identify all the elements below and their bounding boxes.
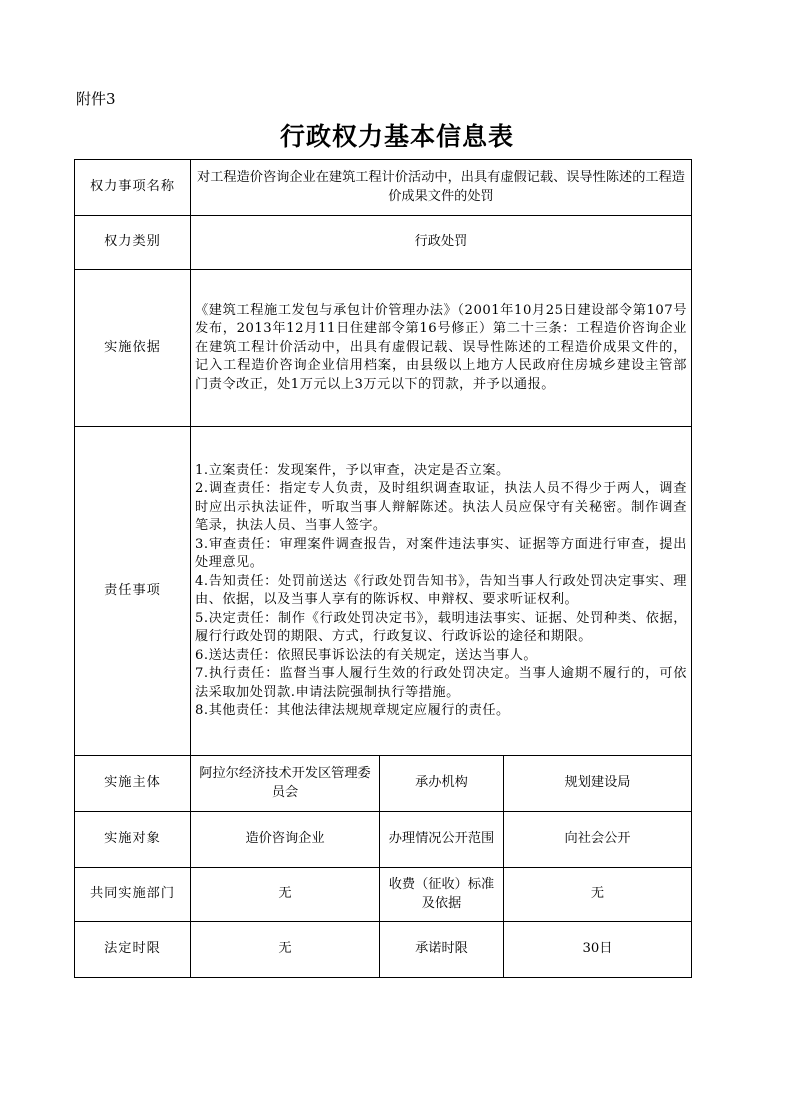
duty-item: 1.立案责任：发现案件，予以审查，决定是否立案。 — [195, 462, 510, 478]
name-value: 对工程造价咨询企业在建筑工程计价活动中，出具有虚假记载、误导性陈述的工程造价成果文件的处罚 — [191, 160, 692, 216]
row-duties — [75, 427, 692, 756]
category-value: 行政处罚 — [191, 216, 692, 270]
duties-list — [191, 427, 692, 756]
subject-value: 阿拉尔经济技术开发区管理委员会 — [191, 756, 380, 812]
row-category — [75, 216, 692, 270]
name-label: 权力事项名称 — [75, 160, 191, 216]
info-table — [74, 159, 692, 978]
attachment-label: 附件3 — [76, 90, 116, 108]
row-basis — [75, 270, 692, 427]
fee-value: 无 — [504, 868, 692, 922]
duty-item: 7.执行责任：监督当事人履行生效的行政处罚决定。当事人逾期不履行的，可依法采取加处罚款.申请法院强制执行等措施。 — [195, 666, 687, 700]
duty-item: 6.送达责任：依照民事诉讼法的有关规定，送达当事人。 — [195, 647, 538, 663]
row-joint — [75, 868, 692, 922]
row-name — [75, 160, 692, 216]
limit-label: 法定时限 — [75, 922, 191, 978]
subject-label: 实施主体 — [75, 756, 191, 812]
promise-value: 30日 — [504, 922, 692, 978]
duty-item: 5.决定责任：制作《行政处罚决定书》，载明违法事实、证据、处罚种类、依据，履行行政处罚的期限、方式，行政复议、行政诉讼的途径和期限。 — [195, 610, 687, 644]
disclosure-value: 向社会公开 — [504, 812, 692, 868]
joint-value: 无 — [191, 868, 380, 922]
duties-label: 责任事项 — [75, 427, 191, 756]
organizer-label: 承办机构 — [380, 756, 504, 812]
joint-label: 共同实施部门 — [75, 868, 191, 922]
duty-item: 2.调查责任：指定专人负责，及时组织调查取证，执法人员不得少于两人，调查时应出示执法证件，听取当事人辩解陈述。执法人员应保守有关秘密。制作调查笔录，执法人员、当事人签字。 — [195, 481, 687, 533]
duty-item: 3.审查责任：审理案件调查报告，对案件违法事实、证据等方面进行审查，提出处理意见。 — [195, 536, 687, 570]
organizer-value: 规划建设局 — [504, 756, 692, 812]
row-subject — [75, 756, 692, 812]
target-label: 实施对象 — [75, 812, 191, 868]
duty-item: 4.告知责任：处罚前送达《行政处罚告知书》，告知当事人行政处罚决定事实、理由、依据，以及当事人享有的陈诉权、申辩权、要求听证权利。 — [195, 573, 687, 607]
basis-label: 实施依据 — [75, 270, 191, 427]
disclosure-label: 办理情况公开范围 — [380, 812, 504, 868]
fee-label: 收费（征收）标准及依据 — [380, 868, 504, 922]
promise-label: 承诺时限 — [380, 922, 504, 978]
duty-item: 8.其他责任：其他法律法规规章规定应履行的责任。 — [195, 703, 510, 718]
limit-value: 无 — [191, 922, 380, 978]
page-title: 行政权力基本信息表 — [279, 122, 514, 151]
target-value: 造价咨询企业 — [191, 812, 380, 868]
category-label: 权力类别 — [75, 216, 191, 270]
row-limit — [75, 922, 692, 978]
row-target — [75, 812, 692, 868]
basis-value: 《建筑工程施工发包与承包计价管理办法》（2001年10月25日建设部令第107号发布，2013年12月11日住建部令第16号修正）第二十三条：工程造价咨询企业在建筑工程计价活动中，出具有虚假记载、误导性陈述的工程造价成果文件的，记入工程造价咨询企业信用档案，由县级以上地方人民政府住房城乡建设主管部门责令改正，处1万元以上3万元以下的罚款，并予以通报。 — [191, 270, 692, 427]
